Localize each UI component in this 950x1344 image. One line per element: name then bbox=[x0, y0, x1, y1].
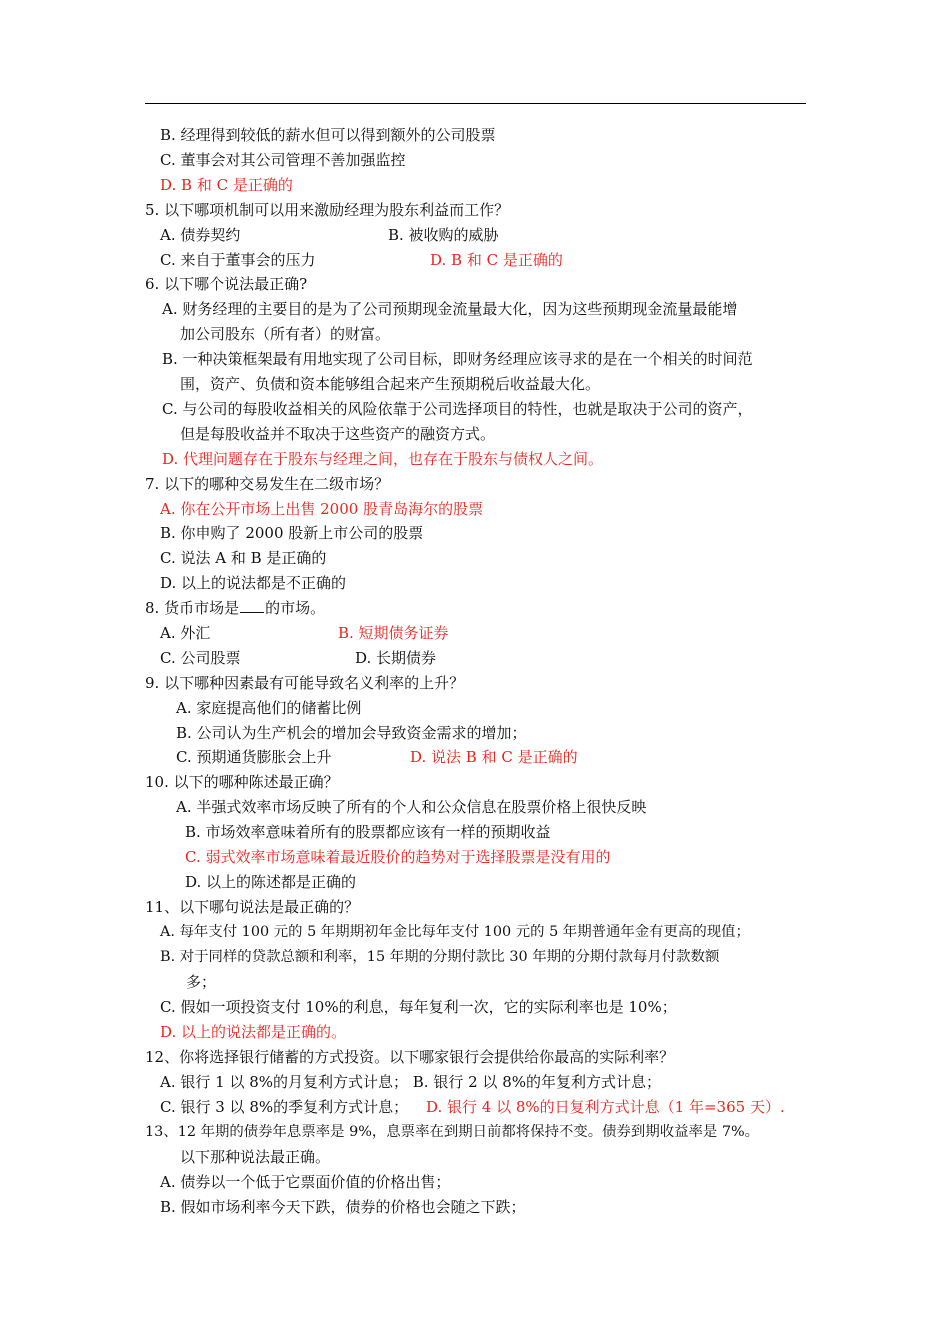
answer-line: D. B 和 C 是正确的 bbox=[430, 251, 563, 269]
option-line: C. 来自于董事会的压力 bbox=[160, 251, 316, 269]
option-line: C. 董事会对其公司管理不善加强监控 bbox=[160, 151, 406, 169]
option-line: C. 公司股票 bbox=[160, 649, 241, 667]
header-rule bbox=[145, 103, 806, 104]
answer-line: D. B 和 C 是正确的 bbox=[160, 176, 293, 194]
option-line: B. 你申购了 2000 股新上市公司的股票 bbox=[160, 524, 424, 542]
question-13: 13、12 年期的债券年息票率是 9%，息票率在到期日前都将保持不变。债券到期收益率是 7%。 bbox=[145, 1124, 760, 1140]
option-line: A. 债券以一个低于它票面价值的价格出售； bbox=[160, 1173, 451, 1191]
question-12: 12、你将选择银行储蓄的方式投资。以下哪家银行会提供给你最高的实际利率？ bbox=[145, 1048, 675, 1066]
option-line: B. 一种决策框架最有用地实现了公司目标，即财务经理应该寻求的是在一个相关的时间范 bbox=[162, 350, 753, 368]
option-line: C. 预期通货膨胀会上升 bbox=[176, 748, 332, 766]
fill-blank bbox=[240, 598, 264, 613]
question-6: 6. 以下哪个说法最正确? bbox=[145, 275, 308, 293]
question-9: 9. 以下哪种因素最有可能导致名义利率的上升？ bbox=[145, 674, 465, 692]
answer-line: D. 代理问题存在于股东与经理之间，也存在于股东与债权人之间。 bbox=[162, 450, 604, 468]
question-5: 5. 以下哪项机制可以用来激励经理为股东利益而工作？ bbox=[145, 201, 510, 219]
option-line: 加公司股东（所有者）的财富。 bbox=[180, 325, 391, 343]
answer-line: A. 你在公开市场上出售 2000 股青岛海尔的股票 bbox=[160, 500, 484, 518]
option-line: D. 以上的说法都是不正确的 bbox=[160, 574, 347, 592]
option-line: A. 债券契约 bbox=[160, 226, 241, 244]
answer-line: B. 短期债务证券 bbox=[338, 624, 449, 642]
answer-line: D. 以上的说法都是正确的。 bbox=[160, 1023, 347, 1041]
option-line: D. 以上的陈述都是正确的 bbox=[185, 873, 357, 891]
question-13-cont: 以下那种说法最正确。 bbox=[180, 1148, 331, 1166]
option-line: B. 假如市场利率今天下跌，债券的价格也会随之下跌； bbox=[160, 1198, 526, 1216]
option-line: A. 半强式效率市场反映了所有的个人和公众信息在股票价格上很快反映 bbox=[176, 798, 647, 816]
option-line: A. 每年支付 100 元的 5 年期期初年金比每年支付 100 元的 5 年期普通年金有更高的现值； bbox=[160, 924, 750, 940]
option-line: B. 公司认为生产机会的增加会导致资金需求的增加； bbox=[176, 724, 527, 742]
option-line: B. 被收购的威胁 bbox=[388, 226, 499, 244]
answer-line: D. 银行 4 以 8%的日复利方式计息（1 年=365 天）. bbox=[426, 1098, 785, 1116]
option-line: B. 对于同样的贷款总额和利率，15 年期的分期付款比 30 年期的分期付款每月付款数额 bbox=[160, 949, 720, 965]
option-line: 围，资产、负债和资本能够组合起来产生预期税后收益最大化。 bbox=[180, 375, 601, 393]
option-line: A. 财务经理的主要目的是为了公司预期现金流量最大化，因为这些预期现金流量最能增 bbox=[162, 300, 738, 318]
question-11: 11、以下哪句说法是最正确的？ bbox=[145, 898, 360, 916]
option-line: C. 与公司的每股收益相关的风险依靠于公司选择项目的特性，也就是取决于公司的资产， bbox=[162, 400, 753, 418]
option-line: B. 市场效率意味着所有的股票都应该有一样的预期收益 bbox=[185, 823, 551, 841]
question-8-suffix: 的市场。 bbox=[265, 599, 326, 617]
question-8-prefix: 8. 货币市场是 bbox=[145, 599, 240, 617]
option-line: 但是每股收益并不取决于这些资产的融资方式。 bbox=[180, 425, 496, 443]
question-8 bbox=[145, 598, 325, 618]
option-line: A. 银行 1 以 8%的月复利方式计息； B. 银行 2 以 8%的年复利方式计息； bbox=[160, 1073, 661, 1091]
option-line: A. 外汇 bbox=[160, 624, 211, 642]
option-line: A. 家庭提高他们的储蓄比例 bbox=[176, 699, 362, 717]
option-line: C. 银行 3 以 8%的季复利方式计息； bbox=[160, 1098, 409, 1116]
question-10: 10. 以下的哪种陈述最正确？ bbox=[145, 773, 339, 791]
option-line: C. 说法 A 和 B 是正确的 bbox=[160, 549, 327, 567]
answer-line: D. 说法 B 和 C 是正确的 bbox=[410, 748, 578, 766]
option-line: C. 假如一项投资支付 10%的利息，每年复利一次，它的实际利率也是 10%； bbox=[160, 998, 677, 1016]
answer-line: C. 弱式效率市场意味着最近股价的趋势对于选择股票是没有用的 bbox=[185, 848, 611, 866]
option-line: D. 长期债券 bbox=[355, 649, 437, 667]
option-line: B. 经理得到较低的薪水但可以得到额外的公司股票 bbox=[160, 126, 496, 144]
question-7: 7. 以下的哪种交易发生在二级市场？ bbox=[145, 475, 390, 493]
option-line: 多； bbox=[186, 973, 217, 991]
